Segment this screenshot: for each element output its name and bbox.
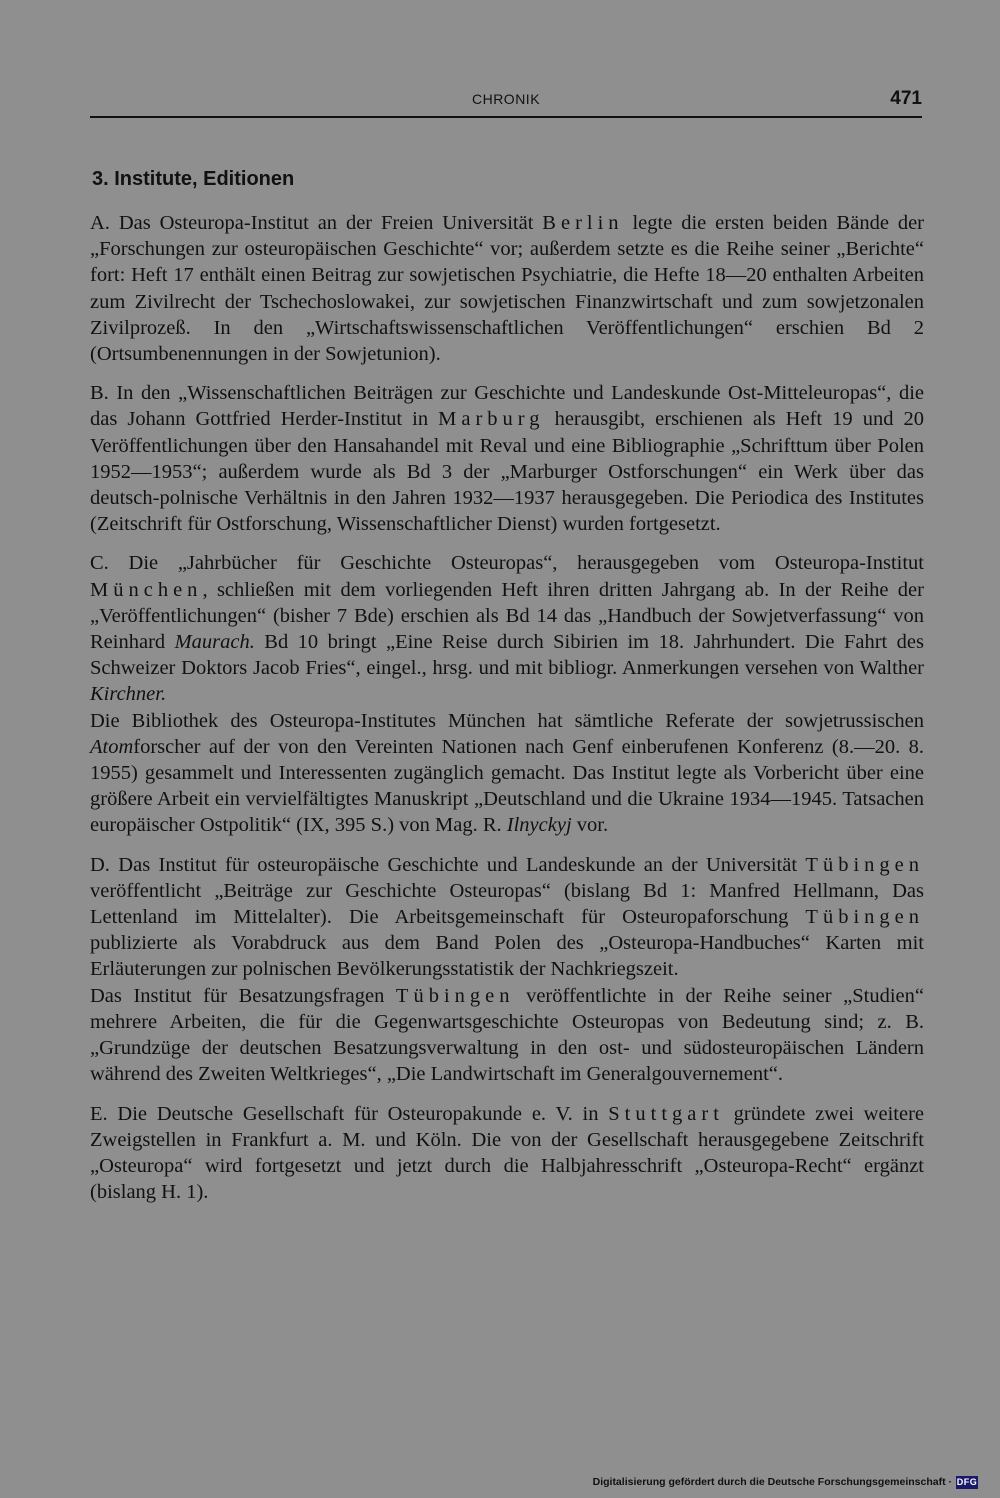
- paragraph-c-text-3: Bd 10 bringt „Eine Reise durch Sibirien im 18. Jahrhundert. Die Fahrt des Schweizer Doktors Jacob Fries“, eingel., hrsg. und mit bibliogr. Anmerkungen versehen von Walther: [90, 631, 924, 680]
- paragraph-e-text-1: E. Die Deutsche Gesellschaft für Osteuropakunde e. V. in: [90, 1102, 609, 1125]
- paragraph-c-continued: [90, 708, 924, 839]
- paragraph-d: [90, 852, 924, 983]
- place-tuebingen-2: Tübingen: [805, 906, 924, 929]
- author-ilnyckyj: Ilnyckyj: [506, 814, 572, 837]
- header-rule: [90, 116, 922, 118]
- paragraph-d2-text-2: veröffentlichte in der Reihe seiner „Studien“ mehrere Arbeiten, die für die Gegenwartsgeschichte Osteuropas von Bedeutung sind; z. B. „Grundzüge der deutschen Besatzungsverwaltung in den ost- und südosteuropäischen Ländern während des Zweiten Weltkrieges“, „Die Landwirtschaft im Generalgouvernement“.: [90, 984, 924, 1086]
- paragraph-b-text-2: herausgibt, erschienen als Heft 19 und 20 Veröffentlichungen über den Hansahandel mit Reval und eine Bibliographie „Schrifttum über Polen 1952—1953“; außerdem wurde als Bd 3 der „Marburger Ostforschungen“ ein Werk über das deutsch-polnische Verhältnis in den Jahren 1932—1937 herausgegeben. Die Periodica des Institutes (Zeitschrift für Ostforschung, Wissenschaftlicher Dienst) wurden fortgesetzt.: [90, 408, 924, 536]
- paragraph-d2-text-1: Das Institut für Besatzungsfragen: [90, 984, 396, 1007]
- page-number: 471: [890, 88, 922, 109]
- author-maurach: Maurach.: [174, 631, 255, 654]
- funding-credit: Digitalisierung gefördert durch die Deutsche Forschungsgemeinschaft ·: [592, 1476, 952, 1488]
- paragraph-c-text-2: , schließen mit dem vorliegenden Heft ihren dritten Jahrgang ab. In der Reihe der „Veröffentlichungen“ (bisher 7 Bde) erschien als Bd 14 das „Handbuch der Sowjetverfassung“ von Reinhard: [90, 578, 924, 654]
- digitization-footer: [593, 1474, 978, 1490]
- paragraph-a-text-2: legte die ersten beiden Bände der „Forschungen zur osteuropäischen Geschichte“ vor; außerdem setzte es die Reihe seiner „Berichte“ fort: Heft 17 enthält einen Beitrag zur sowjetischen Psychiatrie, die Hefte 18—20 enthalten Arbeiten zum Zivilrecht der Tschechoslowakei, zur sowjetischen Finanzwirtschaft und zum sowjetzonalen Zivilprozeß. In den „Wirtschaftswissenschaftlichen Veröffentlichungen“ erschien Bd 2 (Ortsumbenennungen in der Sowjetunion).: [90, 212, 924, 366]
- place-tuebingen-1: Tübingen: [805, 853, 924, 876]
- section-heading: 3. Institute, Editionen: [92, 168, 295, 190]
- paragraph-d-text-1: D. Das Institut für osteuropäische Geschichte und Landeskunde an der Universität: [90, 853, 806, 876]
- paragraph-b-text-1: B. In den „Wissenschaftlichen Beiträgen zur Geschichte und Landeskunde Ost-Mitteleuropas“, die das Johann Gottfried Herder-Institut in: [90, 382, 924, 431]
- running-title: CHRONIK: [471, 91, 541, 107]
- paragraph-e: [90, 1101, 924, 1206]
- body-text: [90, 210, 924, 1205]
- paragraph-c: [90, 550, 924, 707]
- paragraph-c2-text-3: vor.: [571, 814, 609, 837]
- place-berlin: Berlin: [542, 212, 624, 234]
- paragraph-e-text-2: gründete zwei weitere Zweigstellen in Frankfurt a. M. und Köln. Die von der Gesellschaft herausgegebene Zeitschrift „Osteuropa“ wird fortgesetzt und jetzt durch die Halbjahresschrift „Osteuropa-Recht“ ergänzt (bislang H. 1).: [90, 1102, 924, 1204]
- paragraph-b: [90, 380, 924, 537]
- author-kirchner: Kirchner.: [90, 683, 167, 706]
- paragraph-a-text-1: A. Das Osteuropa-Institut an der Freien Universität: [90, 212, 543, 234]
- running-head: [90, 88, 922, 114]
- place-marburg: Marburg: [438, 408, 545, 431]
- paragraph-d-text-3: publizierte als Vorabdruck aus dem Band Polen des „Osteuropa-Handbuches“ Karten mit Erläuterungen zur polnischen Bevölkerungsstatistik der Nachkriegszeit.: [90, 932, 924, 981]
- place-stuttgart: Stuttgart: [608, 1102, 724, 1125]
- paragraph-d-continued: [90, 983, 924, 1088]
- paragraph-c-text-1: C. Die „Jahrbücher für Geschichte Osteuropas“, herausgegeben vom Osteuropa-Institut: [90, 552, 924, 575]
- paragraph-a: [90, 210, 924, 367]
- atom-emphasis: Atom: [90, 735, 134, 758]
- paragraph-c2-text-1: Die Bibliothek des Osteuropa-Institutes München hat sämtliche Referate der sowjetrussischen: [90, 709, 924, 732]
- paragraph-d-text-2: veröffentlicht „Beiträge zur Geschichte Osteuropas“ (bislang Bd 1: Manfred Hellmann, Das Lettenland im Mittelalter). Die Arbeitsgemeinschaft für Osteuropaforschung: [90, 879, 924, 929]
- place-tuebingen-3: Tübingen: [395, 984, 515, 1007]
- dfg-logo: DFG: [956, 1477, 978, 1487]
- place-muenchen: München: [90, 578, 203, 601]
- paragraph-c2-text-2: forscher auf der von den Vereinten Nationen nach Genf einberufenen Konferenz (8.—20. 8. 1955) gesammelt und Interessenten zugänglich gemacht. Das Institut legte als Vorbericht über eine größere Arbeit ein vervielfältigtes Manuskript „Deutschland und die Ukraine 1934—1945. Tatsachen europäischer Ostpolitik“ (IX, 395 S.) von Mag. R.: [90, 735, 924, 837]
